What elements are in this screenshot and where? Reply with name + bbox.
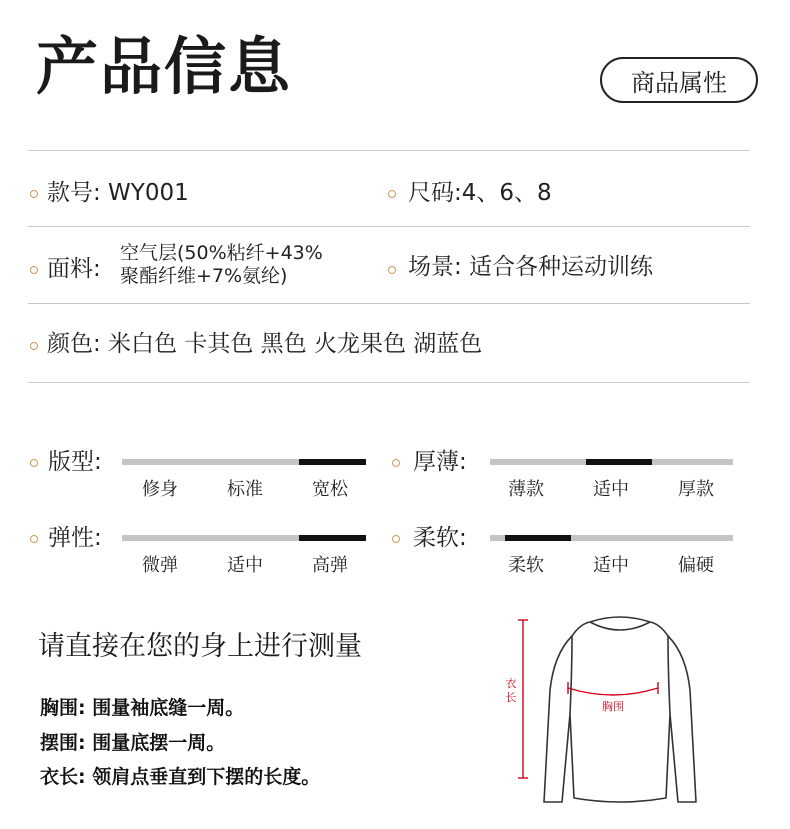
color-options: 颜色: 米白色 卡其色 黑色 火龙果色 湖蓝色 (47, 331, 483, 357)
fit-scale-indicator (299, 459, 366, 465)
fabric-composition-line1: 空气层(50%粘纤+43% (120, 242, 323, 264)
softness-option-soft: 柔软 (508, 555, 544, 576)
divider (28, 382, 750, 383)
length-label-char-2: 长 (505, 691, 517, 704)
garment-measure-diagram (500, 610, 740, 810)
softness-scale-indicator (505, 535, 571, 541)
divider (28, 150, 750, 151)
divider (28, 226, 750, 227)
softness-option-stiff: 偏硬 (678, 555, 714, 576)
fit-option-standard: 标准 (227, 479, 263, 500)
divider (28, 303, 750, 304)
bullet-dot-icon (388, 190, 396, 198)
fit-option-loose: 宽松 (312, 479, 348, 500)
thickness-label: 厚薄: (413, 449, 467, 475)
elasticity-option-slight: 微弹 (142, 555, 178, 576)
chest-measure-instruction: 胸围: 围量袖底缝一周。 (40, 697, 245, 719)
bullet-dot-icon (30, 535, 38, 543)
bullet-dot-icon (392, 535, 400, 543)
thickness-scale-indicator (586, 459, 652, 465)
fabric-composition-line2: 聚酯纤维+7%氨纶) (120, 265, 288, 287)
bullet-dot-icon (30, 266, 38, 274)
product-attributes-badge: 商品属性 (600, 57, 758, 103)
elasticity-option-medium: 适中 (227, 555, 263, 576)
bullet-dot-icon (30, 459, 38, 467)
chest-marker (568, 682, 658, 713)
bullet-dot-icon (392, 459, 400, 467)
bullet-dot-icon (30, 342, 38, 350)
thickness-option-thick: 厚款 (678, 479, 714, 500)
fit-label: 版型: (48, 449, 102, 475)
bullet-dot-icon (388, 266, 396, 274)
size-info: 尺码:4、6、8 (408, 180, 552, 206)
fabric-label: 面料: (47, 256, 101, 282)
softness-label: 柔软: (413, 525, 467, 551)
length-measure-instruction: 衣长: 领肩点垂直到下摆的长度。 (40, 766, 321, 788)
softness-scale-bar (490, 535, 733, 541)
scene-info: 场景: 适合各种运动训练 (408, 254, 654, 280)
thickness-scale-bar (490, 459, 733, 465)
elasticity-scale-bar (122, 535, 366, 541)
fit-scale-bar (122, 459, 366, 465)
style-number: 款号: WY001 (47, 180, 189, 206)
measure-title: 请直接在您的身上进行测量 (38, 631, 362, 662)
length-marker (502, 620, 528, 778)
elasticity-option-high: 高弹 (312, 555, 348, 576)
thickness-option-medium: 适中 (593, 479, 629, 500)
fit-option-slim: 修身 (142, 479, 178, 500)
chest-label: 胸围 (602, 700, 624, 713)
elasticity-label: 弹性: (48, 525, 102, 551)
length-label-char-1: 衣 (505, 677, 517, 690)
thickness-option-thin: 薄款 (508, 479, 544, 500)
hem-measure-instruction: 摆围: 围量底摆一周。 (40, 732, 226, 754)
page-title: 产品信息 (36, 30, 293, 103)
softness-option-medium: 适中 (593, 555, 629, 576)
elasticity-scale-indicator (299, 535, 366, 541)
bullet-dot-icon (30, 190, 38, 198)
